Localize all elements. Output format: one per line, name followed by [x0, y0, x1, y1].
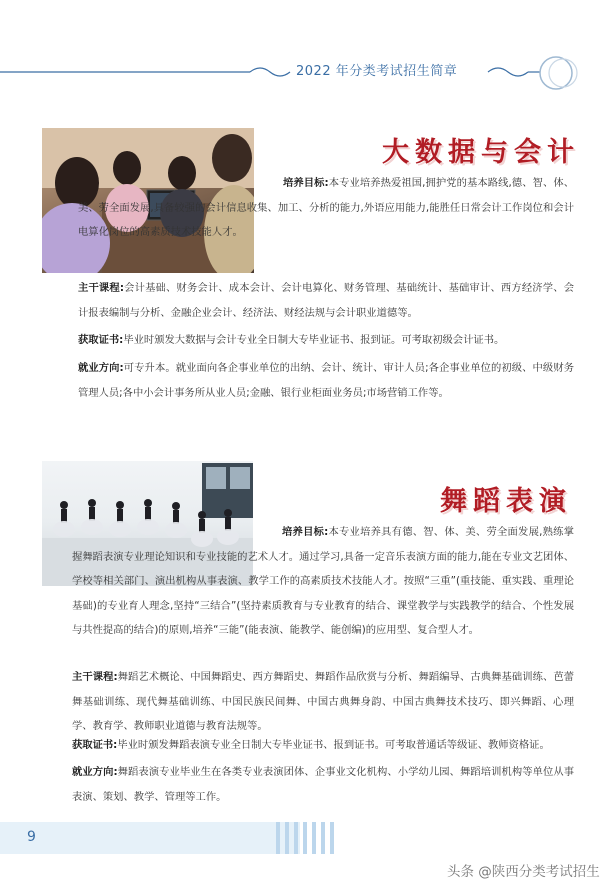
cert-text: 毕业时颁发舞蹈表演专业全日制大专毕业证书、报到证书。可考取普通话等级证、教师资格证。	[117, 739, 550, 751]
cert-label: 获取证书:	[72, 739, 118, 751]
goal-text: 本专业培养具有德、智、体、美、劳全面发展,熟练掌握舞蹈表演专业理论知识和专业技能的艺术人才。通过学习,具备一定音乐表演方面的能力,能在专业文艺团体、学校等相关部门、演出机构从事表演、教学工作的高素质技术技能人才。按照“三重”(重技能、重实践、重理论基础)的专业育人理念,坚持“三结合”(坚持素质教育与专业教育的结合、课堂教学与实践教学的结合、个性发展与共性提高的结合)的原则,培养“三能”(能表演、能教学、能创编)的应用型、复合型人才。	[72, 526, 574, 636]
footer-bar	[0, 822, 300, 854]
cert-text: 毕业时颁发大数据与会计专业全日制大专毕业证书、报到证。可考取初级会计证书。	[123, 334, 505, 346]
dance-cert	[72, 733, 574, 758]
page-header	[0, 50, 602, 94]
career-label: 就业方向:	[72, 766, 118, 778]
goal-label: 培养目标:	[282, 526, 329, 538]
section-title-dance: 舞蹈表演	[440, 486, 572, 517]
watermark: 头条 @陕西分类考试招生	[447, 864, 600, 880]
courses-label: 主干课程:	[72, 671, 118, 683]
courses-text: 舞蹈艺术概论、中国舞蹈史、西方舞蹈史、舞蹈作品欣赏与分析、舞蹈编导、古典舞基础训练、芭蕾舞基础训练、现代舞基础训练、中国民族民间舞、中国古典舞身韵、中国古典舞技术技巧、即兴舞蹈、心理学、教育学、教师职业道德与教育法规等。	[72, 671, 574, 732]
header-title: 2022 年分类考试招生简章	[296, 64, 458, 79]
page-number: 9	[27, 829, 36, 845]
footer-stripes-icon	[276, 822, 340, 854]
goal-label: 培养目标:	[283, 177, 329, 189]
accounting-courses	[78, 276, 574, 325]
cert-label: 获取证书:	[78, 334, 124, 346]
accounting-career	[78, 356, 574, 405]
header-circles-icon	[532, 55, 582, 91]
courses-text: 会计基础、财务会计、成本会计、会计电算化、财务管理、基础统计、基础审计、西方经济学、会计报表编制与分析、金融企业会计、经济法、财经法规与会计职业道德等。	[78, 282, 574, 319]
career-text: 可专升本。就业面向各企事业单位的出纳、会计、统计、审计人员;各企事业单位的初级、中级财务管理人员;各中小会计事务所从业人员;金融、银行业柜面业务员;市场营销工作等。	[78, 362, 575, 399]
courses-label: 主干课程:	[78, 282, 124, 294]
career-text: 舞蹈表演专业毕业生在各类专业表演团体、企事业文化机构、小学幼儿园、舞蹈培训机构等单位从事表演、策划、教学、管理等工作。	[72, 766, 574, 803]
accounting-goal	[78, 171, 574, 245]
dance-goal	[72, 520, 574, 643]
goal-text: 本专业培养热爱祖国,拥护党的基本路线,德、智、体、美、劳全面发展,具备较强的会计信息收集、加工、分析的能力,外语应用能力,能胜任日常会计工作岗位和会计电算化岗位的高素质技术技能人才。	[78, 177, 574, 238]
accounting-cert	[78, 328, 574, 353]
dance-career	[72, 760, 574, 809]
section-title-accounting: 大数据与会计	[382, 137, 580, 168]
dance-courses	[72, 665, 574, 739]
career-label: 就业方向:	[78, 362, 124, 374]
